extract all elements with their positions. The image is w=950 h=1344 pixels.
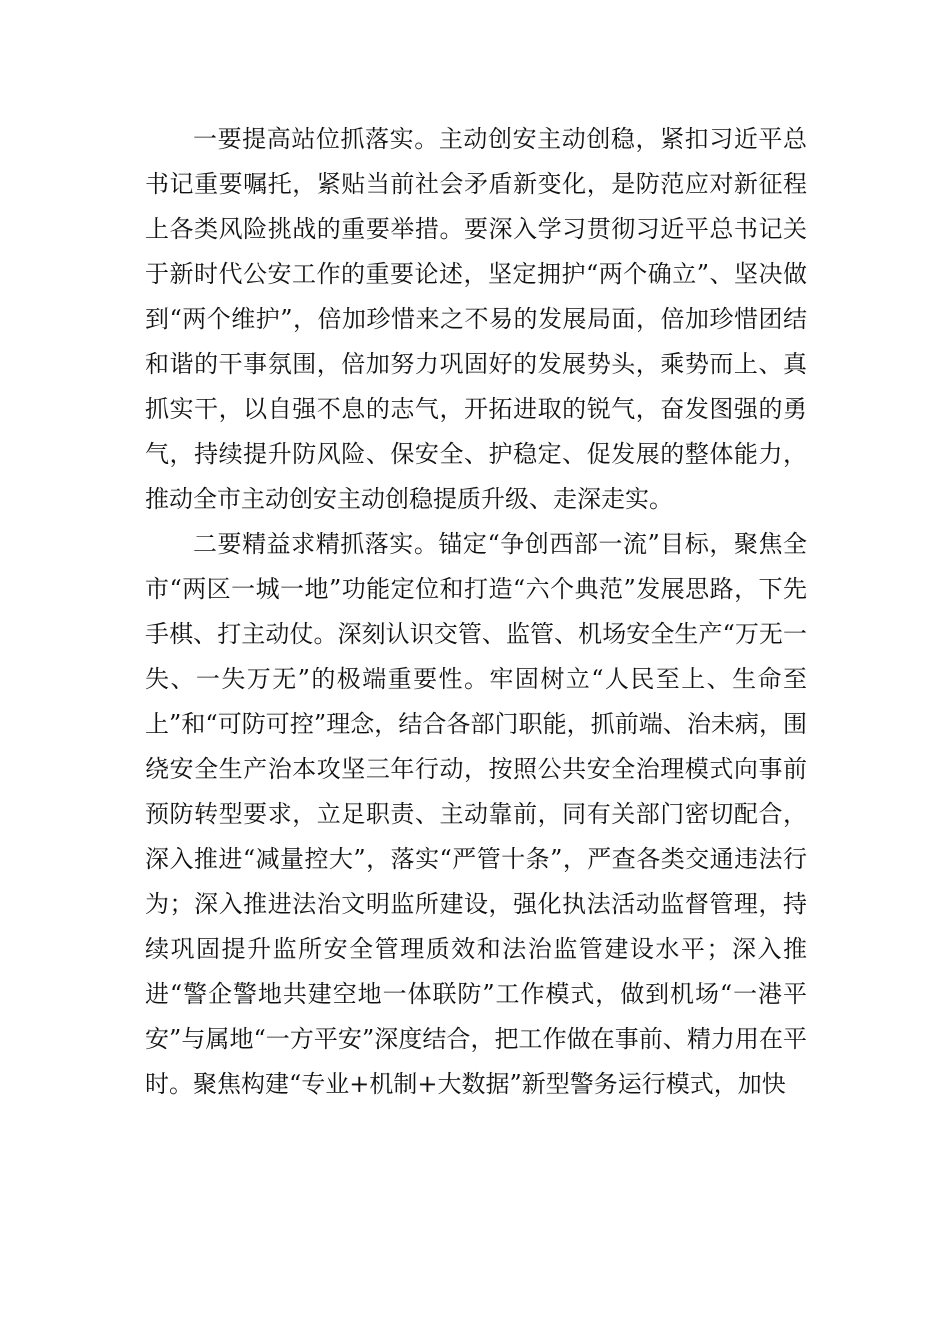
paragraph-1: 一要提高站位抓落实。主动创安主动创稳，紧扣习近平总书记重要嘱托，紧贴当前社会矛盾新变化，是防范应对新征程上各类风险挑战的重要举措。要深入学习贯彻习近平总书记关于新时代公安工作的重要论述，坚定拥护“两个确立”、坚决做到“两个维护”，倍加珍惜来之不易的发展局面，倍加珍惜团结和谐的干事氛围，倍加努力巩固好的发展势头，乘势而上、真抓实干，以自强不息的志气，开拓进取的锐气，奋发图强的勇气，持续提升防风险、保安全、护稳定、促发展的整体能力，推动全市主动创安主动创稳提质升级、走深走实。	[145, 125, 807, 513]
paragraph-2: 二要精益求精抓落实。锚定“争创西部一流”目标，聚焦全市“两区一城一地”功能定位和打造“六个典范”发展思路，下先手棋、打主动仗。深刻认识交管、监管、机场安全生产“万无一失、一失万无”的极端重要性。牢固树立“人民至上、生命至上”和“可防可控”理念，结合各部门职能，抓前端、治未病，围绕安全生产治本攻坚三年行动，按照公共安全治理模式向事前预防转型要求，立足职责、主动靠前，同有关部门密切配合，深入推进“减量控大”，落实“严管十条”，严查各类交通违法行为；深入推进法治文明监所建设，强化执法活动监督管理，持续巩固提升监所安全管理质效和法治监管建设水平；深入推进“警企警地共建空地一体联防”工作模式，做到机场“一港平安”与属地“一方平安”深度结合，把工作做在事前、精力用在平时。聚焦构建“专业+机制+大数据”新型警务运行模式，加快	[145, 530, 807, 1098]
document-body	[145, 117, 807, 1107]
